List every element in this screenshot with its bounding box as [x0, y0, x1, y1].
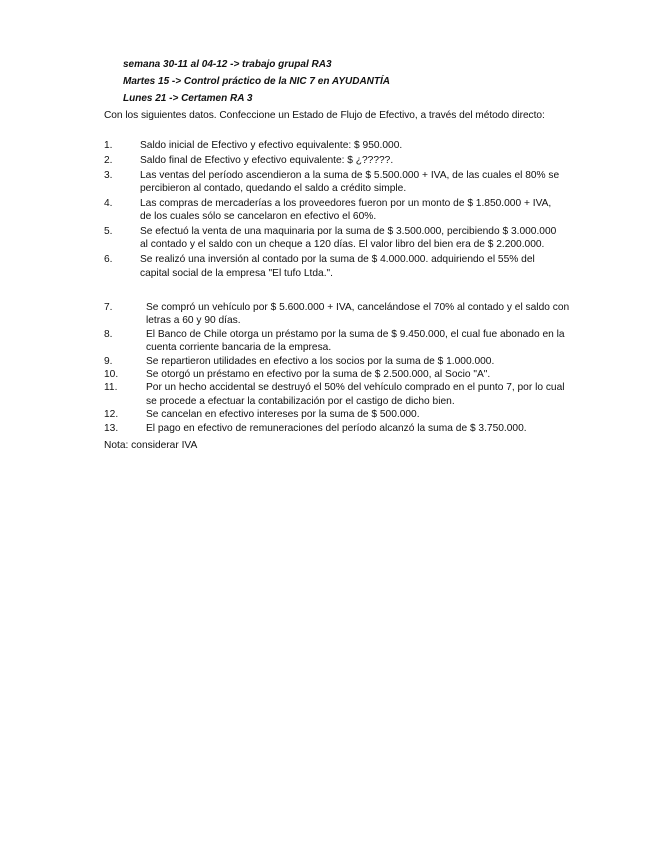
- item-text-line: Se compró un vehículo por $ 5.600.000 + IVA, cancelándose el 70% al contado y el saldo con: [146, 302, 570, 313]
- item-text: [140, 139, 598, 152]
- item-text-line: Se realizó una inversión al contado por la suma de $ 4.000.000. adquiriendo el 55% del: [140, 254, 535, 266]
- list-item: [104, 422, 598, 435]
- item-number: 13.: [104, 422, 119, 434]
- list-item: [104, 355, 598, 368]
- list-item: [104, 169, 598, 196]
- item-number: 5.: [104, 226, 113, 237]
- item-text: [140, 154, 598, 167]
- item-text: [146, 355, 598, 368]
- item-text: [146, 301, 598, 328]
- item-number: 11.: [104, 382, 118, 394]
- list-item: [104, 301, 598, 328]
- item-number: 4.: [104, 197, 113, 209]
- schedule-line-2: Martes 15 -> Control práctico de la NIC 7 en AYUDANTÍA: [123, 76, 390, 87]
- item-number: 3.: [104, 169, 113, 181]
- item-number: 10.: [104, 369, 119, 381]
- data-list-part-1: [104, 139, 598, 281]
- list-item: [104, 154, 598, 167]
- item-text-line: El pago en efectivo de remuneraciones del período alcanzó la suma de $ 3.750.000.: [146, 422, 527, 434]
- item-text-line: de los cuales sólo se cancelaron en efectivo el 60%.: [140, 211, 377, 223]
- item-text-line: Se otorgó un préstamo en efectivo por la suma de $ 2.500.000, al Socio "A".: [146, 369, 491, 381]
- item-text-line: El Banco de Chile otorga un préstamo por la suma de $ 9.450.000, el cual fue abonado en la: [146, 328, 565, 340]
- list-item: [104, 253, 598, 280]
- item-text-line: letras a 60 y 90 días.: [146, 315, 241, 327]
- item-number: 9.: [104, 355, 113, 367]
- item-text: [146, 328, 598, 355]
- item-text-line: Por un hecho accidental se destruyó el 50% del vehículo comprado en el punto 7, por lo cual: [146, 382, 565, 394]
- list-item: [104, 197, 598, 224]
- item-number: 1.: [104, 140, 113, 151]
- note-text: Nota: considerar IVA: [104, 440, 198, 451]
- item-text-line: Se efectuó la venta de una maquinaria por la suma de $ 3.500.000, percibiendo $ 3.000.000: [140, 226, 557, 237]
- item-text-line: se procede a efectuar la contabilización por el castigo de dicho bien.: [146, 395, 455, 407]
- item-text: [140, 225, 598, 252]
- data-list-part-2: [104, 301, 598, 435]
- item-text: [140, 197, 598, 224]
- item-text: [146, 408, 598, 421]
- item-text-line: Se repartieron utilidades en efectivo a los socios por la suma de $ 1.000.000.: [146, 355, 495, 367]
- exercise-instructions: Con los siguientes datos. Confeccione un Estado de Flujo de Efectivo, a través del método directo:: [104, 110, 545, 121]
- item-text: [140, 253, 598, 280]
- item-number: 6.: [104, 254, 113, 266]
- list-item: [104, 381, 598, 408]
- schedule-line-3: Lunes 21 -> Certamen RA 3: [123, 93, 253, 104]
- item-text: [146, 422, 598, 435]
- list-item: [104, 225, 598, 252]
- item-text: [146, 381, 598, 408]
- item-text-line: percibieron al contado, quedando el saldo a crédito simple.: [140, 183, 407, 194]
- item-number: 2.: [104, 154, 113, 166]
- item-text-line: Se cancelan en efectivo intereses por la suma de $ 500.000.: [146, 409, 420, 421]
- item-text-line: Las compras de mercaderías a los proveedores fueron por un monto de $ 1.850.000 + IVA,: [140, 197, 552, 209]
- item-text: [140, 169, 598, 196]
- item-text-line: al contado y el saldo con un cheque a 120 días. El valor libro del bien era de $ 2.200.000.: [140, 239, 545, 251]
- list-item: [104, 368, 598, 381]
- item-number: 8.: [104, 328, 113, 340]
- list-item: [104, 408, 598, 421]
- list-item: [104, 328, 598, 355]
- item-text-line: capital social de la empresa "El tufo Ltda.".: [140, 267, 333, 279]
- item-text: [146, 368, 598, 381]
- item-number: 12.: [104, 409, 119, 421]
- item-text-line: Las ventas del período ascendieron a la suma de $ 5.500.000 + IVA, de las cuales el 80% se: [140, 169, 560, 181]
- list-item: [104, 139, 598, 152]
- schedule-header: [123, 56, 390, 107]
- item-text-line: Saldo inicial de Efectivo y efectivo equivalente: $ 950.000.: [140, 140, 403, 151]
- item-number: 7.: [104, 302, 113, 313]
- item-text-line: cuenta corriente bancaria de la empresa.: [146, 342, 332, 354]
- item-text-line: Saldo final de Efectivo y efectivo equivalente: $ ¿?????.: [140, 154, 394, 166]
- schedule-line-1: semana 30-11 al 04-12 -> trabajo grupal RA3: [123, 59, 332, 70]
